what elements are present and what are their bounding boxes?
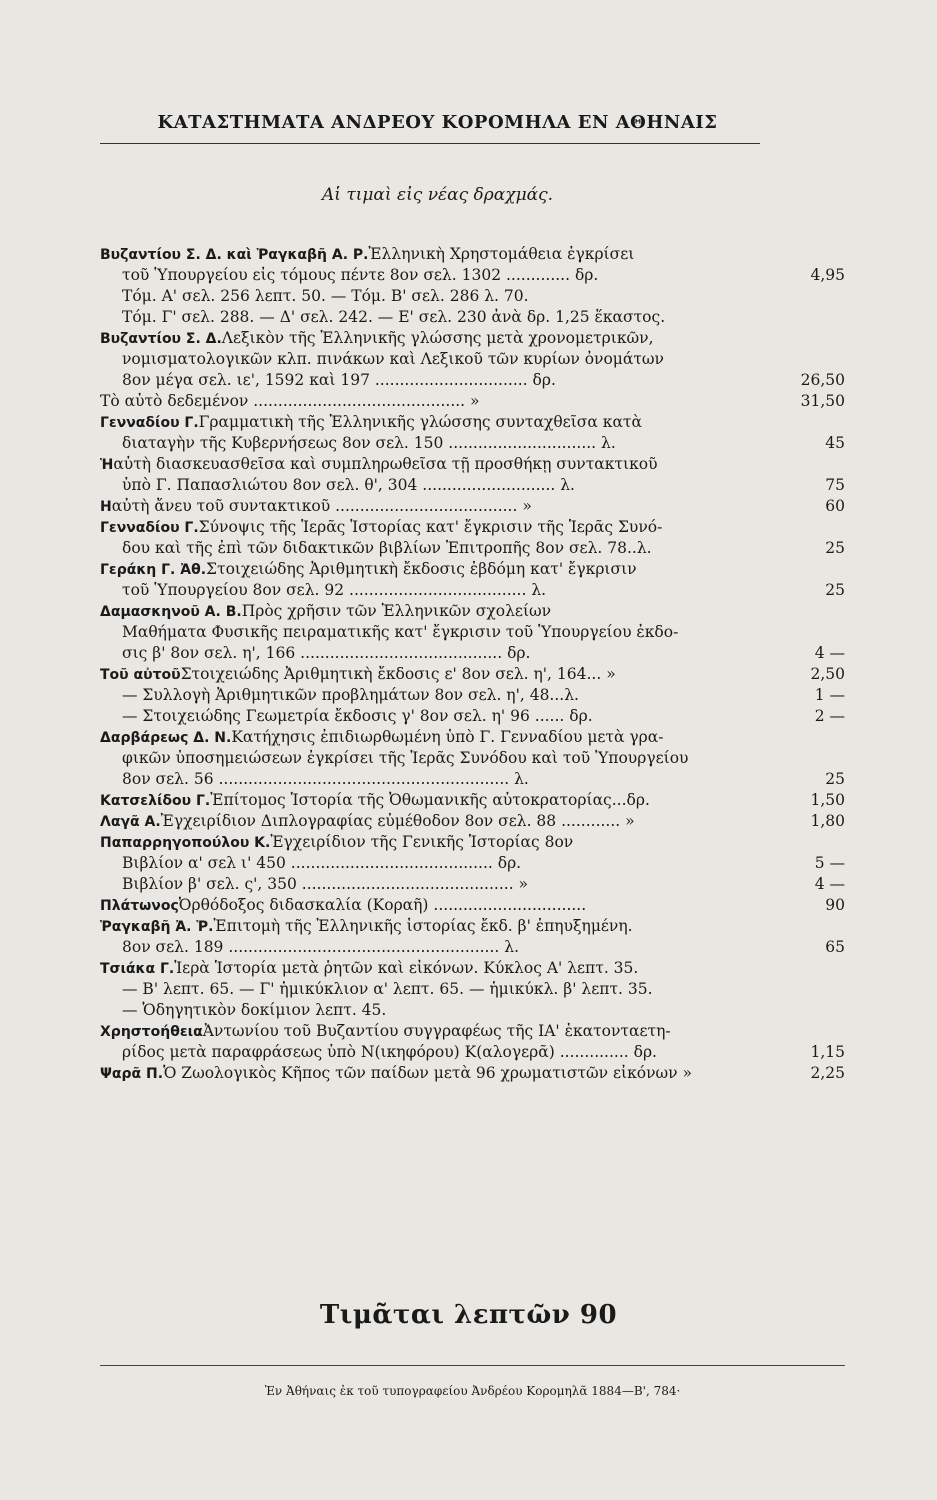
entry-text: τοῦ Ὑπουργείου 8ον σελ. 92 .................................... λ. (122, 581, 547, 599)
entry-text: Στοιχειώδης Ἀριθμητικὴ ἔκδοσις ε' 8ον σελ. η', 164... » (180, 665, 616, 683)
entry-price: 1,15 (810, 1043, 845, 1061)
catalog-entry (100, 559, 845, 601)
entry-text: τοῦ Ὑπουργείου εἰς τόμους πέντε 8ον σελ. 1302 ............. δρ. (122, 266, 599, 284)
entry-text: Ἐγχειρίδιον Διπλογραφίας εὐμέθοδον 8ον σελ. 88 ............ » (160, 812, 635, 830)
catalog-entry (100, 790, 845, 811)
entry-text: Μαθήματα Φυσικῆς πειραματικῆς κατ' ἔγκρισιν τοῦ Ὑπουργείου ἐκδο- (122, 623, 679, 641)
entry-line (100, 1000, 845, 1021)
entry-text: 8ον σελ. 56 ........................................................... λ. (122, 770, 529, 788)
entry-text: σις β' 8ον σελ. η', 166 ......................................... δρ. (122, 644, 531, 662)
price-banner: Τιμᾶται λεπτῶν 90 (319, 1300, 618, 1330)
entry-author: Ψαρᾶ Π. (100, 1066, 164, 1082)
header-rule (100, 143, 760, 144)
entry-line (100, 601, 845, 622)
catalog-entry (100, 244, 845, 328)
entry-text: Γραμματικὴ τῆς Ἑλληνικῆς γλώσσης συνταχθεῖσα κατὰ (198, 413, 642, 431)
entry-author: Βυζαντίου Σ. Δ. (100, 331, 222, 347)
entry-line (100, 307, 845, 328)
entry-line (100, 391, 845, 412)
entry-line (100, 895, 845, 916)
entry-line (100, 916, 845, 937)
entry-line (100, 370, 845, 391)
entry-text: Τόμ. Γ' σελ. 288. — Δ' σελ. 242. — Ε' σελ. 230 ἀνὰ δρ. 1,25 ἕκαστος. (122, 308, 666, 326)
catalog-entry (100, 1021, 845, 1063)
entry-text: αὐτὴ διασκευασθεῖσα καὶ συμπληρωθεῖσα τῇ προσθήκῃ συντακτικοῦ (113, 455, 658, 473)
entry-author: Η (100, 499, 112, 515)
entry-line (100, 580, 845, 601)
entry-price: 31,50 (800, 392, 845, 410)
entry-line (100, 328, 845, 349)
catalog-entry (100, 916, 845, 958)
catalog-entry (100, 1063, 845, 1084)
entry-text: φικῶν ὑποσημειώσεων ἐγκρίσει τῆς Ἱερᾶς Συνόδου καὶ τοῦ Ὑπουργείου (122, 749, 689, 767)
entry-text: Βιβλίον β' σελ. ς', 350 ........................................... » (122, 875, 529, 893)
entry-author: Τοῦ αὐτοῦ (100, 667, 181, 683)
entry-text: διαταγὴν τῆς Κυβερνήσεως 8ον σελ. 150 .............................. λ. (122, 434, 616, 452)
entry-text: Ἐπίτομος Ἱστορία τῆς Ὀθωμανικῆς αὐτοκρατορίας...δρ. (210, 791, 650, 809)
entry-text: Κατήχησις ἐπιδιωρθωμένη ὑπὸ Γ. Γενναδίου μετὰ γρα- (231, 728, 664, 746)
catalog-entry (100, 832, 845, 895)
catalog-entry (100, 328, 845, 391)
entry-text: — Συλλογὴ Ἀριθμητικῶν προβλημάτων 8ον σελ. η', 48...λ. (122, 686, 579, 704)
entry-text: Τὸ αὐτὸ δεδεμένον ........................................... » (100, 392, 480, 410)
entry-text: Λεξικὸν τῆς Ἑλληνικῆς γλώσσης μετὰ χρονομετρικῶν, (221, 329, 654, 347)
entry-author: Τσιάκα Γ. (100, 961, 175, 977)
footer-rule (100, 1365, 845, 1366)
entry-price: 25 (825, 539, 845, 557)
entry-price: 2,50 (810, 665, 845, 683)
catalog-entry (100, 727, 845, 790)
entry-line (100, 433, 845, 454)
entry-line (100, 538, 845, 559)
entry-line (100, 643, 845, 664)
entry-price: 2,25 (810, 1064, 845, 1082)
catalog-entry (100, 601, 845, 664)
entry-line (100, 1063, 845, 1084)
entry-author: Χρηστοήθεια (100, 1024, 203, 1040)
entry-text: Ὀρθόδοξος διδασκαλία (Κοραῆ) ............................... (178, 896, 587, 914)
entry-text: Σύνοψις τῆς Ἱερᾶς Ἱστορίας κατ' ἔγκρισιν τῆς Ἱερᾶς Συνό- (198, 518, 663, 536)
entry-price: 4,95 (810, 266, 845, 284)
catalog-entry (100, 811, 845, 832)
entry-line (100, 265, 845, 286)
entry-line (100, 349, 845, 370)
catalog-entry (100, 412, 845, 454)
entry-text: Στοιχειώδης Ἀριθμητικὴ ἔκδοσις ἑβδόμη κατ' ἔγκρισιν (206, 560, 637, 578)
entry-text: 8ον μέγα σελ. ιε', 1592 καὶ 197 ............................... δρ. (122, 371, 556, 389)
entry-line (100, 622, 845, 643)
entry-author: Ῥαγκαβῆ Ἀ. Ῥ. (100, 919, 214, 935)
catalog-entry (100, 664, 845, 727)
entry-line (100, 727, 845, 748)
entry-line (100, 937, 845, 958)
entry-line (100, 517, 845, 538)
entry-author: Δαμασκηνοῦ Α. Β. (100, 604, 242, 620)
entry-text: νομισματολογικῶν κλπ. πινάκων καὶ Λεξικοῦ τῶν κυρίων ὀνομάτων (122, 350, 664, 368)
page-header: ΚΑΤΑΣΤΗΜΑΤΑ ΑΝΔΡΕΟΥ ΚΟΡΟΜΗΛΑ ΕΝ ΑΘΗΝΑΙΣ (157, 112, 718, 133)
entry-line (100, 874, 845, 895)
entry-text: δου καὶ τῆς ἐπὶ τῶν διδακτικῶν βιβλίων Ἐπιτροπῆς 8ον σελ. 78..λ. (122, 539, 652, 557)
entry-line (100, 790, 845, 811)
imprint-line: Ἐν Ἀθήναις ἐκ τοῦ τυπογραφείου Ἀνδρέου Κορομηλᾶ 1884—Β', 784· (264, 1384, 681, 1398)
entry-line (100, 1021, 845, 1042)
catalog-entry (100, 517, 845, 559)
entry-line (100, 685, 845, 706)
entry-author: Ἡ (100, 457, 114, 473)
entry-price: 26,50 (800, 371, 845, 389)
entry-price: 1,50 (810, 791, 845, 809)
entry-line (100, 853, 845, 874)
entry-line (100, 811, 845, 832)
entry-author: Βυζαντίου Σ. Δ. καὶ Ῥαγκαβῆ Α. Ρ. (100, 247, 369, 263)
entry-author: Λαγᾶ Α. (100, 814, 161, 830)
entry-price: 65 (825, 938, 845, 956)
entry-line (100, 958, 845, 979)
entry-text: 8ον σελ. 189 ....................................................... λ. (122, 938, 520, 956)
entry-line (100, 244, 845, 265)
entry-line (100, 496, 845, 517)
entry-price: 60 (825, 497, 845, 515)
entry-author: Πλάτωνος (100, 898, 179, 914)
entry-line (100, 769, 845, 790)
entry-line (100, 1042, 845, 1063)
entry-text: ρίδος μετὰ παραφράσεως ὑπὸ Ν(ικηφόρου) Κ(αλογερᾶ) .............. δρ. (122, 1043, 657, 1061)
entry-price: 75 (825, 476, 845, 494)
entry-line (100, 475, 845, 496)
entry-price: 4 — (814, 644, 845, 662)
entry-text: Ἐπιτομὴ τῆς Ἑλληνικῆς ἱστορίας ἔκδ. β' ἐπηυξημένη. (213, 917, 633, 935)
entry-text: Ἱερὰ Ἱστορία μετὰ ῥητῶν καὶ εἰκόνων. Κύκλος Α' λεπτ. 35. (174, 959, 639, 977)
entry-text: — Β' λεπτ. 65. — Γ' ἡμικύκλιον α' λεπτ. 65. — ἡμικύκλ. β' λεπτ. 35. (122, 980, 653, 998)
entry-line (100, 454, 845, 475)
entry-line (100, 706, 845, 727)
entry-text: Ὁ Ζωολογικὸς Κῆπος τῶν παίδων μετὰ 96 χρωματιστῶν εἰκόνων » (163, 1064, 693, 1082)
entry-text: Πρὸς χρῆσιν τῶν Ἑλληνικῶν σχολείων (241, 602, 552, 620)
entry-author: Κατσελίδου Γ. (100, 793, 211, 809)
catalog-entry (100, 895, 845, 916)
entry-text: Βιβλίον α' σελ ι' 450 ......................................... δρ. (122, 854, 522, 872)
entry-line (100, 286, 845, 307)
entry-author: Παπαρρηγοπούλου Κ. (100, 835, 271, 851)
entry-text: — Στοιχειώδης Γεωμετρία ἔκδοσις γ' 8ον σελ. η' 96 ...... δρ. (122, 707, 593, 725)
entry-price: 1,80 (810, 812, 845, 830)
entry-price: 4 — (814, 875, 845, 893)
entry-price: 25 (825, 770, 845, 788)
entry-price: 90 (825, 896, 845, 914)
entry-line (100, 412, 845, 433)
entry-line (100, 748, 845, 769)
entry-text: Ἑλληνικὴ Χρηστομάθεια ἐγκρίσει (368, 245, 635, 263)
catalog-entry (100, 454, 845, 496)
entry-line (100, 832, 845, 853)
entry-text: Ἀντωνίου τοῦ Βυζαντίου συγγραφέως τῆς ΙΑ' ἑκατονταετη- (202, 1022, 671, 1040)
entry-price: 5 — (814, 854, 845, 872)
catalog-entry (100, 391, 845, 412)
entry-price: 2 — (814, 707, 845, 725)
entry-text: — Ὁδηγητικὸν δοκίμιον λεπτ. 45. (122, 1001, 387, 1019)
entry-author: Γεράκη Γ. Ἀθ. (100, 562, 207, 578)
entry-price: 45 (825, 434, 845, 452)
entry-author: Δαρβάρεως Δ. Ν. (100, 730, 232, 746)
entry-line (100, 559, 845, 580)
entry-price: 25 (825, 581, 845, 599)
entry-price: 1 — (814, 686, 845, 704)
entry-text: Ἐγχειρίδιον τῆς Γενικῆς Ἱστορίας 8ον (270, 833, 574, 851)
entry-line (100, 664, 845, 685)
price-note: Αἱ τιμαὶ εἰς νέας δραχμάς. (321, 185, 554, 205)
catalog-entry (100, 496, 845, 517)
catalog-list (100, 244, 845, 1084)
entry-author: Γενναδίου Γ. (100, 520, 199, 536)
catalog-entry (100, 958, 845, 1021)
entry-line (100, 979, 845, 1000)
entry-text: Τόμ. Α' σελ. 256 λεπτ. 50. — Τόμ. Β' σελ. 286 λ. 70. (122, 287, 529, 305)
entry-text: ὑπὸ Γ. Παπασλιώτου 8ον σελ. θ', 304 ........................... λ. (122, 476, 575, 494)
entry-author: Γενναδίου Γ. (100, 415, 199, 431)
entry-text: αὐτὴ ἄνευ τοῦ συντακτικοῦ ..................................... » (111, 497, 532, 515)
